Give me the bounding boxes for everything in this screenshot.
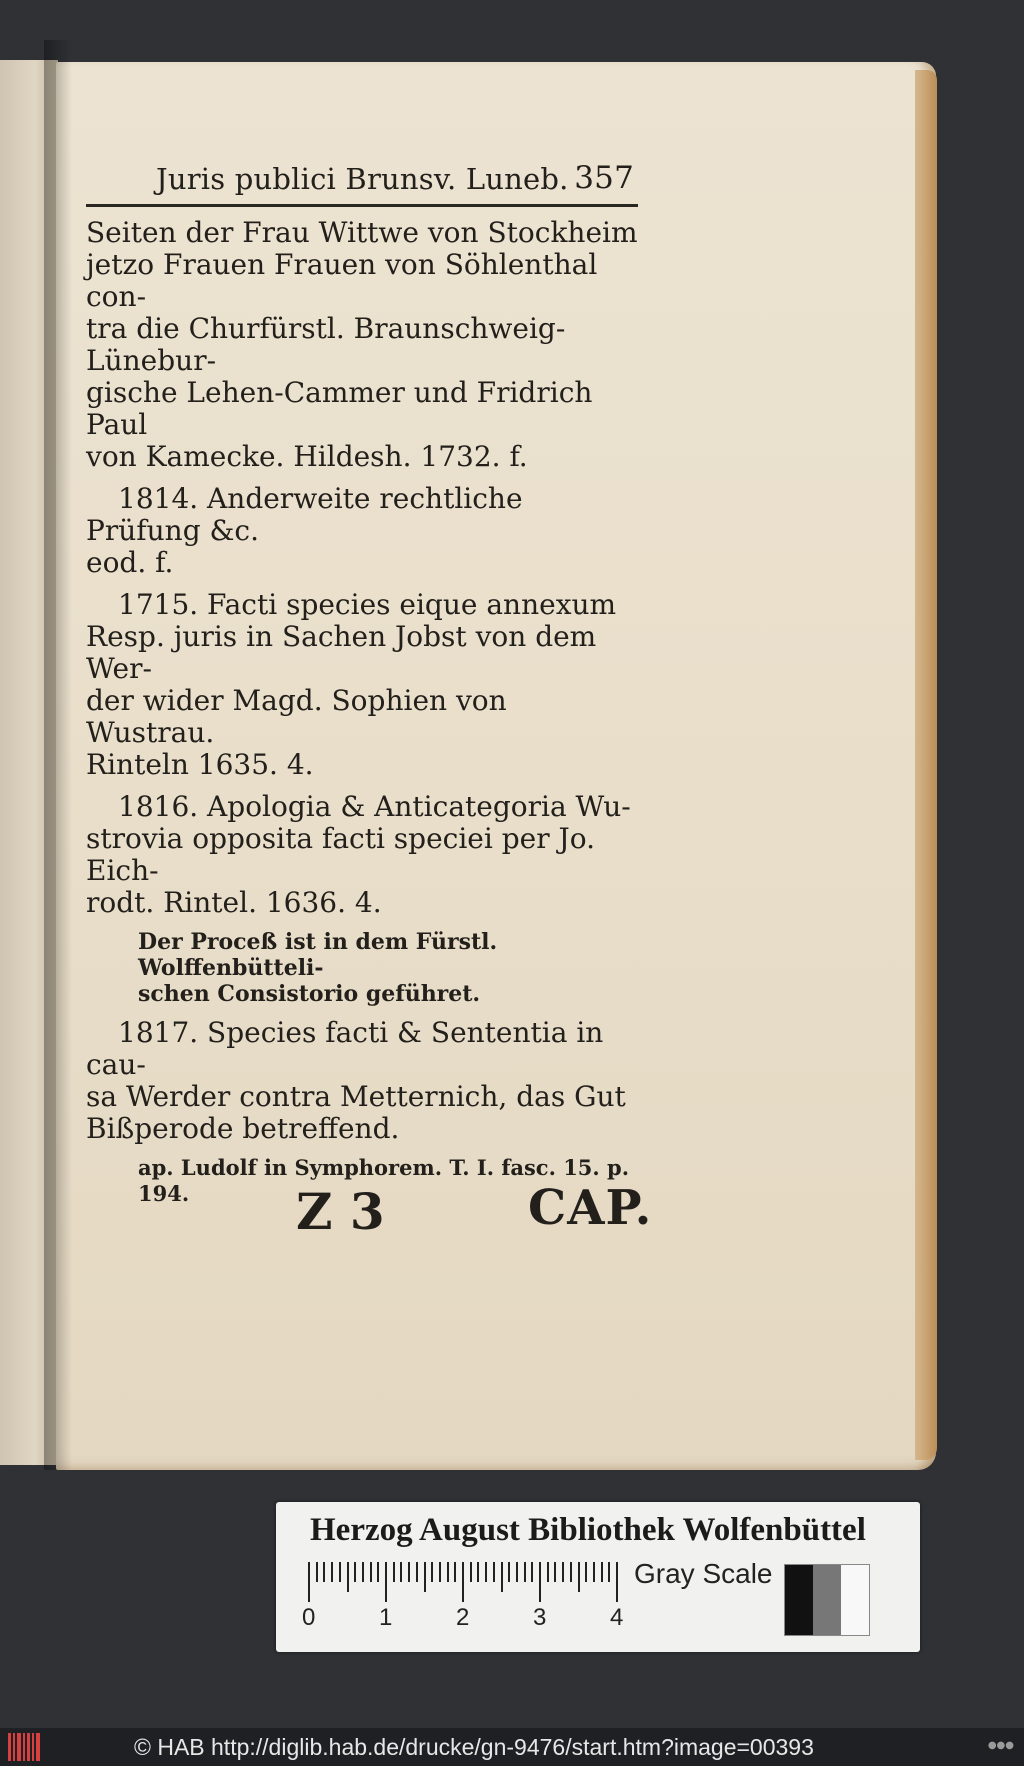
- hab-logo-icon: [8, 1733, 44, 1761]
- note-process: [86, 929, 638, 1007]
- ruler-tick: [347, 1562, 349, 1592]
- text-line: der wider Magd. Sophien von Wustrau.: [86, 684, 507, 749]
- page-edge: [915, 70, 937, 1460]
- ruler-tick: [416, 1562, 418, 1582]
- swatch-gray: [813, 1565, 841, 1635]
- ruler-tick: [377, 1562, 379, 1582]
- more-icon: ●●●: [987, 1740, 1014, 1751]
- ruler-tick: [554, 1562, 556, 1582]
- ruler-tick: [447, 1562, 449, 1582]
- text-line: gische Lehen-Cammer und Fridrich Paul: [86, 376, 593, 441]
- text-line: tra die Churfürstl. Braunschweig-Lünebur-: [86, 312, 566, 377]
- text-line: sa Werder contra Metternich, das Gut: [86, 1080, 626, 1113]
- ruler-tick: [362, 1562, 364, 1582]
- ruler-tick: [308, 1562, 310, 1602]
- text-line: Bißperode betreffend.: [86, 1112, 400, 1145]
- text-line: 1816. Apologia & Anticategoria Wu-: [118, 790, 631, 823]
- source-bar: [0, 1728, 1024, 1766]
- text-line: Seiten der Frau Wittwe von Stockheim: [86, 216, 638, 249]
- ruler-tick: [539, 1562, 541, 1602]
- ruler-tick: [431, 1562, 433, 1582]
- note-line: Der Proceß ist in dem Fürstl. Wolffenbütteli-: [138, 929, 498, 981]
- text-line: eod. f.: [86, 546, 174, 579]
- entry-1817: [86, 1017, 638, 1145]
- text-line: strovia opposita facti speciei per Jo. Eich-: [86, 822, 596, 887]
- ruler-tick: [570, 1562, 572, 1582]
- text-column: [86, 160, 638, 1207]
- text-line: 1814. Anderweite rechtliche Prüfung &c.: [86, 482, 523, 547]
- ruler-tick: [439, 1562, 441, 1582]
- ruler-tick: [516, 1562, 518, 1582]
- ruler-number: 0: [302, 1604, 316, 1631]
- text-line: rodt. Rintel. 1636. 4.: [86, 886, 382, 919]
- ruler-tick: [393, 1562, 395, 1582]
- ruler-tick: [424, 1562, 426, 1592]
- swatch-white: [841, 1565, 869, 1635]
- ruler-tick: [370, 1562, 372, 1582]
- ruler-tick: [354, 1562, 356, 1582]
- ruler-number: 4: [610, 1604, 624, 1631]
- ruler-number: 2: [456, 1604, 470, 1631]
- ruler-tick: [531, 1562, 533, 1582]
- running-head-title: Juris publici Brunsv. Luneb.: [156, 162, 569, 196]
- ruler-tick: [493, 1562, 495, 1582]
- ruler-tick: [578, 1562, 580, 1592]
- ruler-tick: [462, 1562, 464, 1602]
- header-rule: [86, 204, 638, 207]
- text-line: 1715. Facti species eique annexum: [118, 588, 617, 621]
- ruler-scale: [308, 1562, 608, 1606]
- library-name: Herzog August Bibliothek Wolfenbüttel: [310, 1512, 866, 1548]
- note-line: schen Consistorio geführet.: [138, 981, 481, 1007]
- gray-scale-label: Gray Scale: [634, 1558, 773, 1589]
- ruler-tick: [400, 1562, 402, 1582]
- ruler-tick: [339, 1562, 341, 1582]
- ruler-tick: [593, 1562, 595, 1582]
- ruler-number: 1: [379, 1604, 393, 1631]
- entry-1715: [86, 589, 638, 781]
- ruler-tick: [385, 1562, 387, 1602]
- text-line: Resp. juris in Sachen Jobst von dem Wer-: [86, 620, 597, 685]
- running-head: [86, 160, 638, 204]
- ruler-tick: [501, 1562, 503, 1592]
- scale-card: [276, 1502, 920, 1652]
- ruler-tick: [477, 1562, 479, 1582]
- ruler-tick: [608, 1562, 610, 1582]
- text-line: von Kamecke. Hildesh. 1732. f.: [86, 440, 528, 473]
- swatch-black: [785, 1565, 813, 1635]
- ruler-tick: [524, 1562, 526, 1582]
- entry-1814: [86, 483, 638, 579]
- ruler-tick: [485, 1562, 487, 1582]
- source-url[interactable]: © HAB http://diglib.hab.de/drucke/gn-9476/start.htm?image=00393: [134, 1733, 814, 1760]
- note-line: 194.: [138, 1181, 190, 1206]
- entry-continuation: [86, 217, 638, 473]
- ruler-tick: [601, 1562, 603, 1582]
- ruler-tick: [408, 1562, 410, 1582]
- text-line: 1817. Species facti & Sententia in cau-: [86, 1016, 604, 1081]
- ruler-number: 3: [533, 1604, 547, 1631]
- ruler-tick: [470, 1562, 472, 1582]
- gray-swatches: [784, 1564, 870, 1636]
- text-line: jetzo Frauen Frauen von Söhlenthal con-: [86, 248, 598, 313]
- ruler-tick: [454, 1562, 456, 1582]
- ruler-tick: [562, 1562, 564, 1582]
- page-number: 357: [574, 160, 634, 196]
- ruler-tick: [316, 1562, 318, 1582]
- entry-1816: [86, 791, 638, 919]
- ruler-numbers: [302, 1604, 632, 1634]
- signature-mark: Z 3: [296, 1182, 385, 1241]
- note-line: ap. Ludolf in Symphorem. T. I. fasc. 15. p.: [138, 1155, 630, 1180]
- ruler-tick: [323, 1562, 325, 1582]
- catchword: CAP.: [528, 1180, 653, 1236]
- ruler-tick: [616, 1562, 618, 1602]
- spine-shadow: [44, 40, 72, 1470]
- ruler-tick: [547, 1562, 549, 1582]
- text-line: Rinteln 1635. 4.: [86, 748, 314, 781]
- ruler-tick: [585, 1562, 587, 1582]
- ruler-tick: [508, 1562, 510, 1582]
- ruler-tick: [331, 1562, 333, 1582]
